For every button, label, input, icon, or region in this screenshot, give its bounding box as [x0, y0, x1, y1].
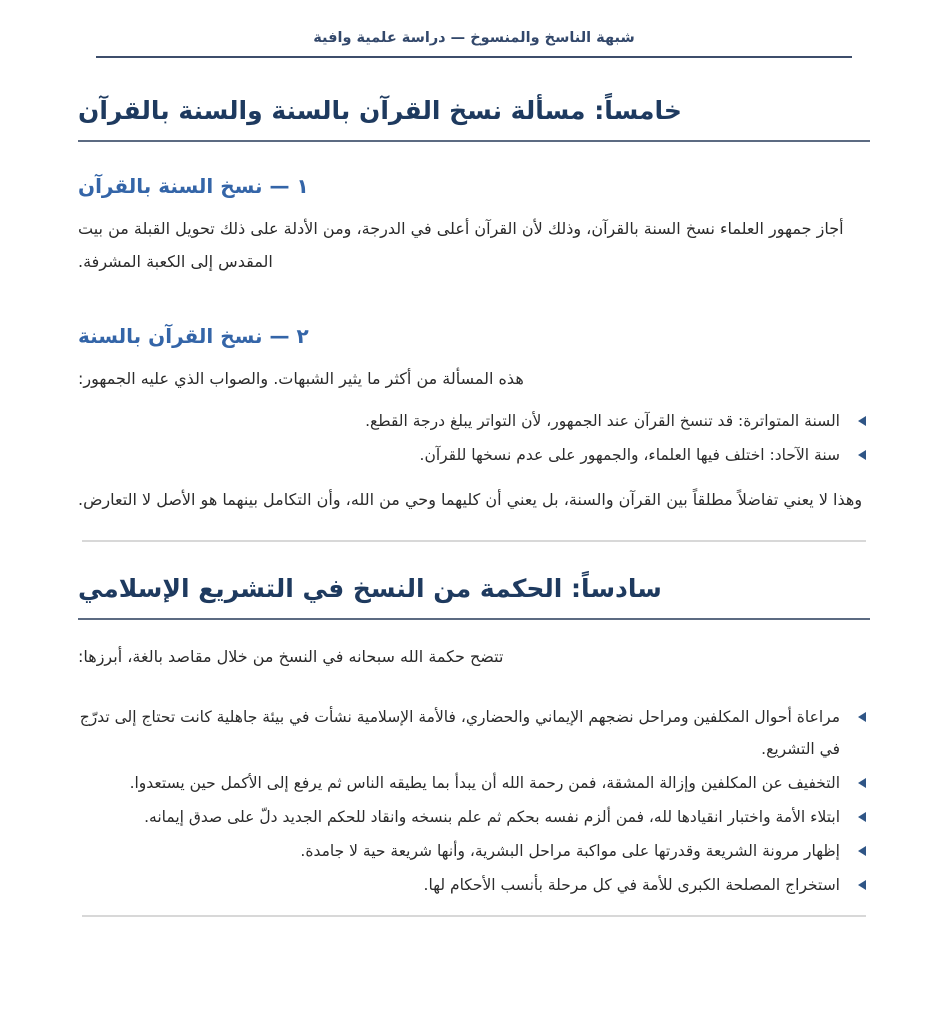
bullet-triangle-icon	[858, 712, 866, 722]
bullet-triangle-icon	[858, 846, 866, 856]
bullet-triangle-icon	[858, 880, 866, 890]
bullet-triangle-icon	[858, 450, 866, 460]
section-six-bullet-list	[78, 701, 870, 901]
section-six-intro: تتضح حكمة الله سبحانه في النسخ من خلال مقاصد بالغة، أبرزها:	[78, 646, 504, 666]
list-item	[78, 767, 870, 799]
section-divider	[82, 540, 866, 542]
running-header	[78, 28, 870, 58]
bullet-triangle-icon	[858, 416, 866, 426]
subsection-two-bullet-list	[78, 405, 870, 471]
bullet-triangle-icon	[858, 812, 866, 822]
subsection-two-intro: هذه المسألة من أكثر ما يثير الشبهات. والصواب الذي عليه الجمهور:	[78, 368, 524, 388]
list-item	[78, 439, 870, 471]
list-item	[78, 701, 870, 765]
list-item	[78, 801, 870, 833]
list-item-text: إظهار مرونة الشريعة وقدرتها على مواكبة مراحل البشرية، وأنها شريعة حية لا جامدة.	[300, 841, 840, 860]
bullet-triangle-icon	[858, 778, 866, 788]
list-item-text: مراعاة أحوال المكلفين ومراحل نضجهم الإيماني والحضاري، فالأمة الإسلامية نشأت في بيئة جاهلية كانت تحتاج إلى تدرّج في التشريع.	[79, 707, 840, 758]
subsection-one-heading: ١ — نسخ السنة بالقرآن	[78, 173, 309, 198]
list-item-text: سنة الآحاد: اختلف فيها العلماء، والجمهور على عدم نسخها للقرآن.	[419, 445, 840, 464]
subsection-two-conclusion: وهذا لا يعني تفاضلاً مطلقاً بين القرآن والسنة، بل يعني أن كليهما وحي من الله، وأن التكامل بينهما هو الأصل لا التعارض.	[78, 489, 863, 509]
subsection-one-paragraph: أجاز جمهور العلماء نسخ السنة بالقرآن، وذلك لأن القرآن أعلى في الدرجة، ومن الأدلة على ذلك تحويل القبلة من بيت المقدس إلى الكعبة المشرفة.	[78, 218, 844, 271]
page-bottom-divider	[82, 915, 866, 917]
list-item	[78, 835, 870, 867]
section-five	[78, 94, 870, 516]
list-item	[78, 405, 870, 437]
header-rule	[96, 56, 852, 58]
list-item-text: التخفيف عن المكلفين وإزالة المشقة، فمن رحمة الله أن يبدأ بما يطيقه الناس ثم يرفع إلى الأكمل حين يستعدوا.	[129, 773, 840, 792]
section-five-heading: خامساً: مسألة نسخ القرآن بالسنة والسنة بالقرآن	[78, 94, 870, 142]
section-six-heading: سادساً: الحكمة من النسخ في التشريع الإسلامي	[78, 572, 870, 620]
list-item-text: السنة المتواترة: قد تنسخ القرآن عند الجمهور، لأن التواتر يبلغ درجة القطع.	[365, 411, 840, 430]
list-item	[78, 869, 870, 901]
subsection-two-heading: ٢ — نسخ القرآن بالسنة	[78, 323, 309, 348]
list-item-text: استخراج المصلحة الكبرى للأمة في كل مرحلة بأنسب الأحكام لها.	[423, 875, 840, 894]
section-six	[78, 572, 870, 901]
list-item-text: ابتلاء الأمة واختبار انقيادها لله، فمن ألزم نفسه بحكم ثم علم بنسخه وانقاد للحكم الجديد دلّ على صدق إيمانه.	[144, 807, 840, 826]
running-header-title: شبهة الناسخ والمنسوخ — دراسة علمية وافية	[313, 30, 635, 46]
